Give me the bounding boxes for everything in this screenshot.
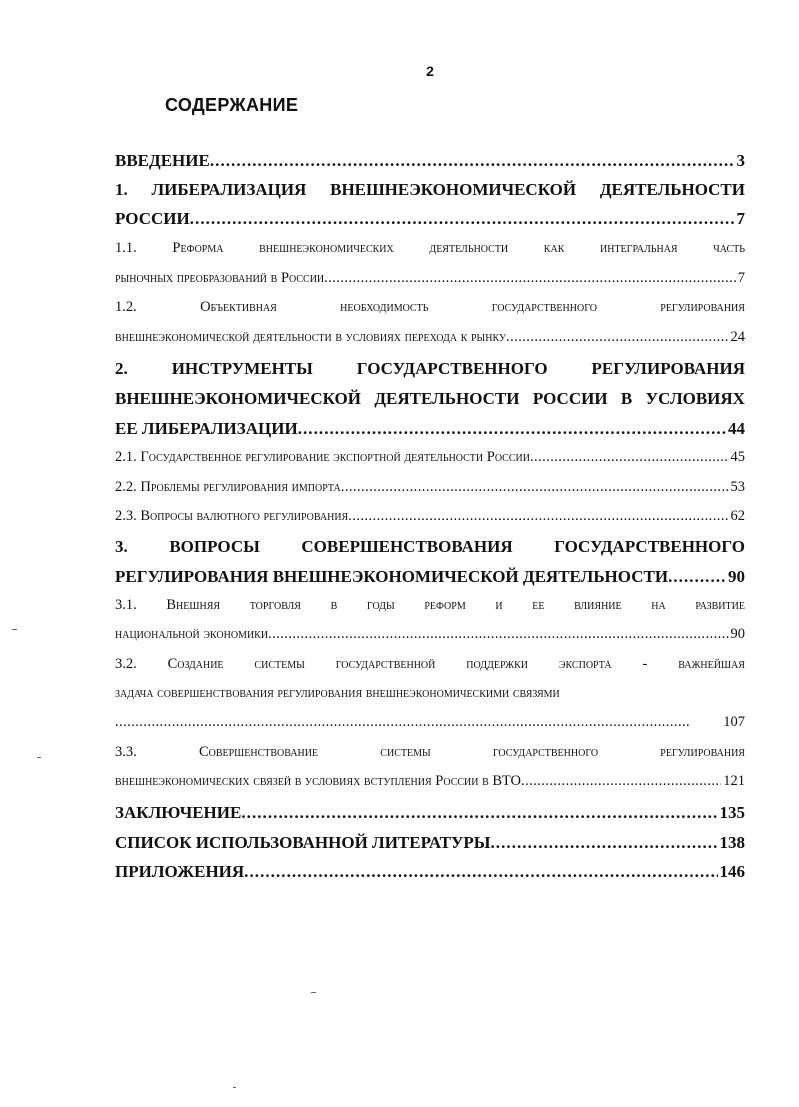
toc-page-number: 45 xyxy=(730,449,745,465)
toc-entry-text: 2.3. Вопросы валютного регулирования xyxy=(115,508,349,524)
toc-word: интегральная xyxy=(600,240,678,256)
toc-entry-text: ВВЕДЕНИЕ xyxy=(115,151,210,170)
toc-word: ВНЕШНЕЭКОНОМИЧЕСКОЙ xyxy=(330,180,577,199)
toc-section-3-3-line-1[interactable] xyxy=(115,744,745,770)
toc-chapter-1-line-2[interactable] xyxy=(115,209,745,235)
toc-section-2-1[interactable] xyxy=(115,449,745,475)
toc-word: ДЕЯТЕЛЬНОСТИ xyxy=(599,180,745,199)
scan-speck xyxy=(233,1087,236,1088)
toc-word: 3. xyxy=(115,537,128,556)
toc-page-number: 44 xyxy=(728,419,745,438)
toc-word: УСЛОВИЯХ xyxy=(645,389,745,408)
dot-leader xyxy=(298,419,726,439)
toc-entry-text: рыночных преобразований в России xyxy=(115,270,325,286)
toc-page-number: 90 xyxy=(728,567,745,586)
toc-page-number: 53 xyxy=(730,479,745,495)
toc-page-number: 121 xyxy=(723,773,745,789)
toc-word: поддержки xyxy=(466,656,529,672)
toc-word: регулирования xyxy=(660,744,745,760)
dot-leader xyxy=(115,714,721,731)
toc-word: Реформа xyxy=(172,240,224,256)
toc-word: торговля xyxy=(249,597,301,613)
dot-leader xyxy=(241,803,717,823)
toc-page-number: 24 xyxy=(730,329,745,345)
toc-section-3-1-line-2[interactable] xyxy=(115,626,745,652)
toc-word: Объективная xyxy=(200,299,277,315)
dot-leader xyxy=(491,833,718,853)
dot-leader xyxy=(244,862,717,882)
toc-word: как xyxy=(543,240,565,256)
toc-entry-text: 2.1. Государственное регулирование экспортной деятельности России xyxy=(115,449,530,465)
toc-section-3-2-line-1[interactable] xyxy=(115,656,745,682)
toc-word: ГОСУДАРСТВЕННОГО xyxy=(356,359,548,378)
toc-entry-text: ПРИЛОЖЕНИЯ xyxy=(115,862,245,881)
toc-chapter-2-line-3[interactable] xyxy=(115,419,745,445)
dot-leader xyxy=(268,626,728,643)
dot-leader xyxy=(521,773,721,790)
toc-word: ее xyxy=(532,597,545,613)
toc-word: 3.1. xyxy=(115,597,137,613)
page-title: СОДЕРЖАНИЕ xyxy=(165,95,299,115)
toc-section-3-1-line-1[interactable] xyxy=(115,597,745,623)
toc-word: необходимость xyxy=(340,299,429,315)
toc-word: 1.2. xyxy=(115,299,137,315)
toc-word: СОВЕРШЕНСТВОВАНИЯ xyxy=(301,537,513,556)
dot-leader xyxy=(210,151,735,171)
toc-chapter-3-line-1[interactable] xyxy=(115,537,745,563)
toc-section-1-2-line-1[interactable] xyxy=(115,299,745,325)
toc-intro[interactable] xyxy=(115,151,745,177)
toc-word: реформ xyxy=(424,597,466,613)
toc-word: экспорта xyxy=(558,656,612,672)
toc-word: важнейшая xyxy=(678,656,745,672)
toc-word: на xyxy=(651,597,666,613)
toc-word: Создание xyxy=(167,656,224,672)
toc-word: часть xyxy=(713,240,745,256)
toc-word: деятельности xyxy=(429,240,509,256)
toc-section-2-2[interactable] xyxy=(115,479,745,505)
toc-word: развитие xyxy=(695,597,745,613)
page-number: 2 xyxy=(426,63,434,79)
toc-entry-text: РЕГУЛИРОВАНИЯ ВНЕШНЕЭКОНОМИЧЕСКОЙ ДЕЯТЕЛЬНОСТИ xyxy=(115,567,669,586)
toc-word: ВОПРОСЫ xyxy=(169,537,260,556)
toc-word: ДЕЯТЕЛЬНОСТИ xyxy=(374,389,520,408)
toc-section-1-1-line-2[interactable] xyxy=(115,270,745,296)
toc-chapter-2-line-1[interactable] xyxy=(115,359,745,385)
toc-word: системы xyxy=(254,656,305,672)
toc-word: регулирования xyxy=(660,299,745,315)
dot-leader xyxy=(506,329,728,346)
toc-section-2-3[interactable] xyxy=(115,508,745,534)
toc-appendix[interactable] xyxy=(115,862,745,888)
toc-page-number: 3 xyxy=(736,151,745,170)
toc-section-3-3-line-2[interactable] xyxy=(115,773,745,799)
toc-word: 1.1. xyxy=(115,240,137,256)
toc-page-number: 146 xyxy=(719,862,745,881)
toc-word: годы xyxy=(366,597,395,613)
toc-word: 3.3. xyxy=(115,744,137,760)
toc-word: РОССИИ xyxy=(532,389,608,408)
toc-word: ЛИБЕРАЛИЗАЦИЯ xyxy=(151,180,307,199)
scan-speck xyxy=(12,629,17,630)
toc-word: ГОСУДАРСТВЕННОГО xyxy=(554,537,745,556)
dot-leader xyxy=(668,567,726,587)
toc-entry-text: РОССИИ xyxy=(115,209,190,228)
dot-leader xyxy=(190,209,735,229)
toc-word: Внешняя xyxy=(166,597,221,613)
toc-entry-text: внешнеэкономических связей в условиях вступления России в ВТО xyxy=(115,773,522,789)
toc-section-3-2-line-2[interactable] xyxy=(115,685,745,711)
toc-chapter-3-line-2[interactable] xyxy=(115,567,745,593)
toc-section-1-2-line-2[interactable] xyxy=(115,329,745,355)
toc-word: государственной xyxy=(335,656,436,672)
toc-entry-text: внешнеэкономической деятельности в условиях перехода к рынку xyxy=(115,329,507,345)
dot-leader xyxy=(341,479,729,496)
toc-word: В xyxy=(620,389,633,408)
toc-entry-text: национальной экономики xyxy=(115,626,269,642)
scan-speck xyxy=(37,757,41,758)
toc-word: 3.2. xyxy=(115,656,137,672)
toc-page-number: 138 xyxy=(719,833,745,852)
toc-entry-text: СПИСОК ИСПОЛЬЗОВАННОЙ ЛИТЕРАТУРЫ xyxy=(115,833,491,852)
toc-entry-text: задача совершенствования регулирования внешнеэкономическими связями xyxy=(115,685,560,701)
toc-word: в xyxy=(330,597,338,613)
dot-leader xyxy=(530,449,729,466)
toc-entry-text: ЗАКЛЮЧЕНИЕ xyxy=(115,803,242,822)
toc-word: государственного xyxy=(491,299,597,315)
toc-references[interactable] xyxy=(115,833,745,859)
toc-word: 1. xyxy=(115,180,128,199)
toc-word: государственного xyxy=(492,744,599,760)
toc-page-number: 90 xyxy=(730,626,745,642)
toc-page-number: 7 xyxy=(737,270,745,286)
toc-chapter-2-line-2[interactable] xyxy=(115,389,745,415)
scan-speck xyxy=(311,992,316,993)
toc-conclusion[interactable] xyxy=(115,803,745,829)
toc-page-number: 135 xyxy=(719,803,745,822)
toc-word: 2. xyxy=(115,359,128,378)
toc-section-1-1-line-1[interactable] xyxy=(115,240,745,266)
toc-word: системы xyxy=(380,744,431,760)
toc-page-number: 62 xyxy=(730,508,745,524)
toc-section-3-2-line-3[interactable] xyxy=(115,714,745,740)
toc-entry-text: ЕЕ ЛИБЕРАЛИЗАЦИИ xyxy=(115,419,298,438)
toc-page-number: 107 xyxy=(723,714,745,730)
toc-word: - xyxy=(642,656,648,672)
dot-leader xyxy=(324,270,736,287)
toc-word: ИНСТРУМЕНТЫ xyxy=(171,359,313,378)
toc-word: Совершенствование xyxy=(198,744,319,760)
dot-leader xyxy=(348,508,728,525)
toc-word: внешнеэкономических xyxy=(259,240,394,256)
toc-chapter-1-line-1[interactable] xyxy=(115,180,745,206)
toc-page-number: 7 xyxy=(736,209,745,228)
toc-word: РЕГУЛИРОВАНИЯ xyxy=(591,359,745,378)
toc-word: ВНЕШНЕЭКОНОМИЧЕСКОЙ xyxy=(115,389,361,408)
toc-entry-text: 2.2. Проблемы регулирования импорта xyxy=(115,479,341,495)
toc-word: влияние xyxy=(574,597,622,613)
toc-word: и xyxy=(495,597,503,613)
